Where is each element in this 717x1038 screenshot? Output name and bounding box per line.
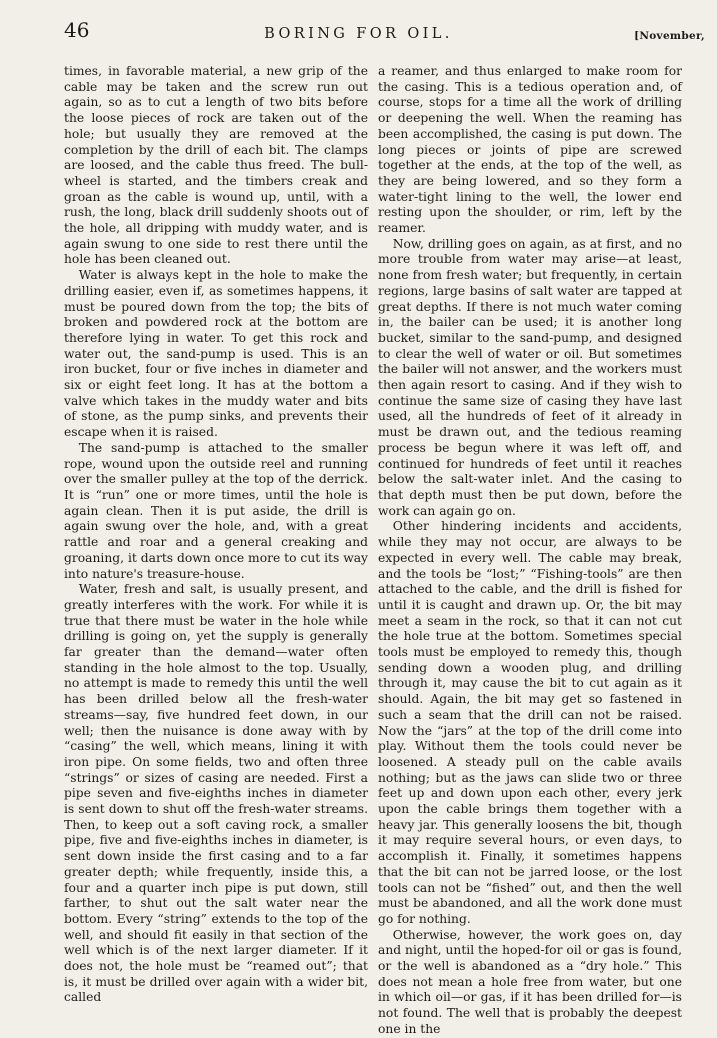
right-column: [378, 64, 682, 1038]
running-title: BORING FOR OIL.: [264, 26, 453, 42]
paragraph: Water, fresh and salt, is usually present, and greatly interferes with the work. For while it is true that there must be water in the hole while drilling is going on, yet the supply is generally far greater than the demand—water often standing in the hole almost to the top. Usually, no attempt is made to remedy this until the well has been drilled below all the fresh-water streams—say, five hundred feet down, in our well; then the nuisance is done away with by “casing” the well, which means, lining it with iron pipe. On some fields, two and often three “strings” or sizes of casing are needed. First a pipe seven and five-eighths inches in diameter is sent down to shut off the fresh-water streams. Then, to keep out a soft caving rock, a smaller pipe, five and five-eighths inches in diameter, is sent down inside the first casing and to a far greater depth; while frequently, inside this, a four and a quarter inch pipe is put down, still farther, to shut out the salt water near the bottom. Every “string” extends to the top of the well, and should fit easily in that section of the well which is of the next larger diameter. If it does not, the hole must be “reamed out”; that is, it must be drilled over again with a wider bit, called: [64, 582, 368, 1005]
paragraph: Otherwise, however, the work goes on, day and night, until the hoped-for oil or gas is found, or the well is abandoned as a “dry hole.” This does not mean a hole free from water, but one in which oil—or gas, if it has been drilled for—is not found. The well that is probably the deepest one in the: [378, 927, 682, 1036]
paragraph: Water is always kept in the hole to make the drilling easier, even if, as sometimes happens, it must be poured down from the top; the bits of broken and powdered rock at the bottom are therefore lying in water. To get this rock and water out, the sand-pump is used. This is an iron bucket, four or five inches in diameter and six or eight feet long. It has at the bottom a valve which takes in the muddy water and bits of stone, as the pump sinks, and prevents their escape when it is raised.: [64, 268, 368, 440]
page-number: 46: [64, 18, 90, 42]
paragraph: Other hindering incidents and accidents, while they may not occur, are always to be expected in every well. The cable may break, and the tools be “lost;” “Fishing-tools” are then attached to the cable, and the drill is fished for until it is caught and drawn up. Or, the bit may meet a seam in the rock, so that it can not cut the hole true at the bottom. Sometimes special tools must be employed to remedy this, though sending down a wooden plug, and drilling through it, may cause the bit to cut again as it should. Again, the bit may get so fastened in such a seam that the drill can not be raised. Now the “jars” at the top of the drill come into play. Without them the tools could never be loosened. A steady pull on the cable avails nothing; but as the jaws can slide two or three feet up and down upon each other, every jerk upon the cable brings them together with a heavy jar. This generally loosens the bit, though it may require several hours, or even days, to accomplish it. Finally, it sometimes happens that the bit can not be jarred loose, or the lost tools can not be “fished” out, and then the well must be abandoned, and all the work done must go for nothing.: [378, 519, 682, 926]
running-head: [0, 0, 717, 46]
paragraph: times, in favorable material, a new grip of the cable may be taken and the screw run out again, so as to cut a length of two bits before the loose pieces of rock are taken out of the hole; but usually they are removed at the completion by the drill of each bit. The clamps are loosed, and the cable thus freed. The bull-wheel is started, and the timbers creak and groan as the cable is wound up, until, with a rush, the long, black drill suddenly shoots out of the hole, all dripping with muddy water, and is again swung to one side to rest there until the hole has been cleaned out.: [64, 64, 368, 267]
issue-month: [November,: [634, 30, 705, 42]
paragraph: a reamer, and thus enlarged to make room for the casing. This is a tedious operation and, of course, stops for a time all the work of drilling or deepening the well. When the reaming has been accomplished, the casing is put down. The long pieces or joints of pipe are screwed together at the ends, at the top of the well, as they are being lowered, and so they form a water-tight lining to the well, the lower end resting upon the shoulder, or rim, left by the reamer.: [378, 64, 682, 236]
paragraph: The sand-pump is attached to the smaller rope, wound upon the outside reel and running over the smaller pulley at the top of the derrick. It is “run” one or more times, until the hole is again clean. Then it is put aside, the drill is again swung over the hole, and, with a great rattle and roar and a general creaking and groaning, it darts down once more to cut its way into nature's treasure-house.: [64, 440, 368, 581]
paragraph: Now, drilling goes on again, as at first, and no more trouble from water may arise—at least, none from fresh water; but frequently, in certain regions, large basins of salt water are tapped at great depths. If there is not much water coming in, the bailer can be used; it is another long bucket, similar to the sand-pump, and designed to clear the well of water or oil. But sometimes the bailer will not answer, and the workers must then again resort to casing. And if they wish to continue the same size of casing they have last used, all the hundreds of feet of it already in must be drawn out, and the tedious reaming process be begun where it was left off, and continued for hundreds of feet until it reaches below the salt-water inlet. And the casing to that depth must then be put down, before the work can again go on.: [378, 236, 682, 518]
left-column: [64, 64, 368, 1006]
